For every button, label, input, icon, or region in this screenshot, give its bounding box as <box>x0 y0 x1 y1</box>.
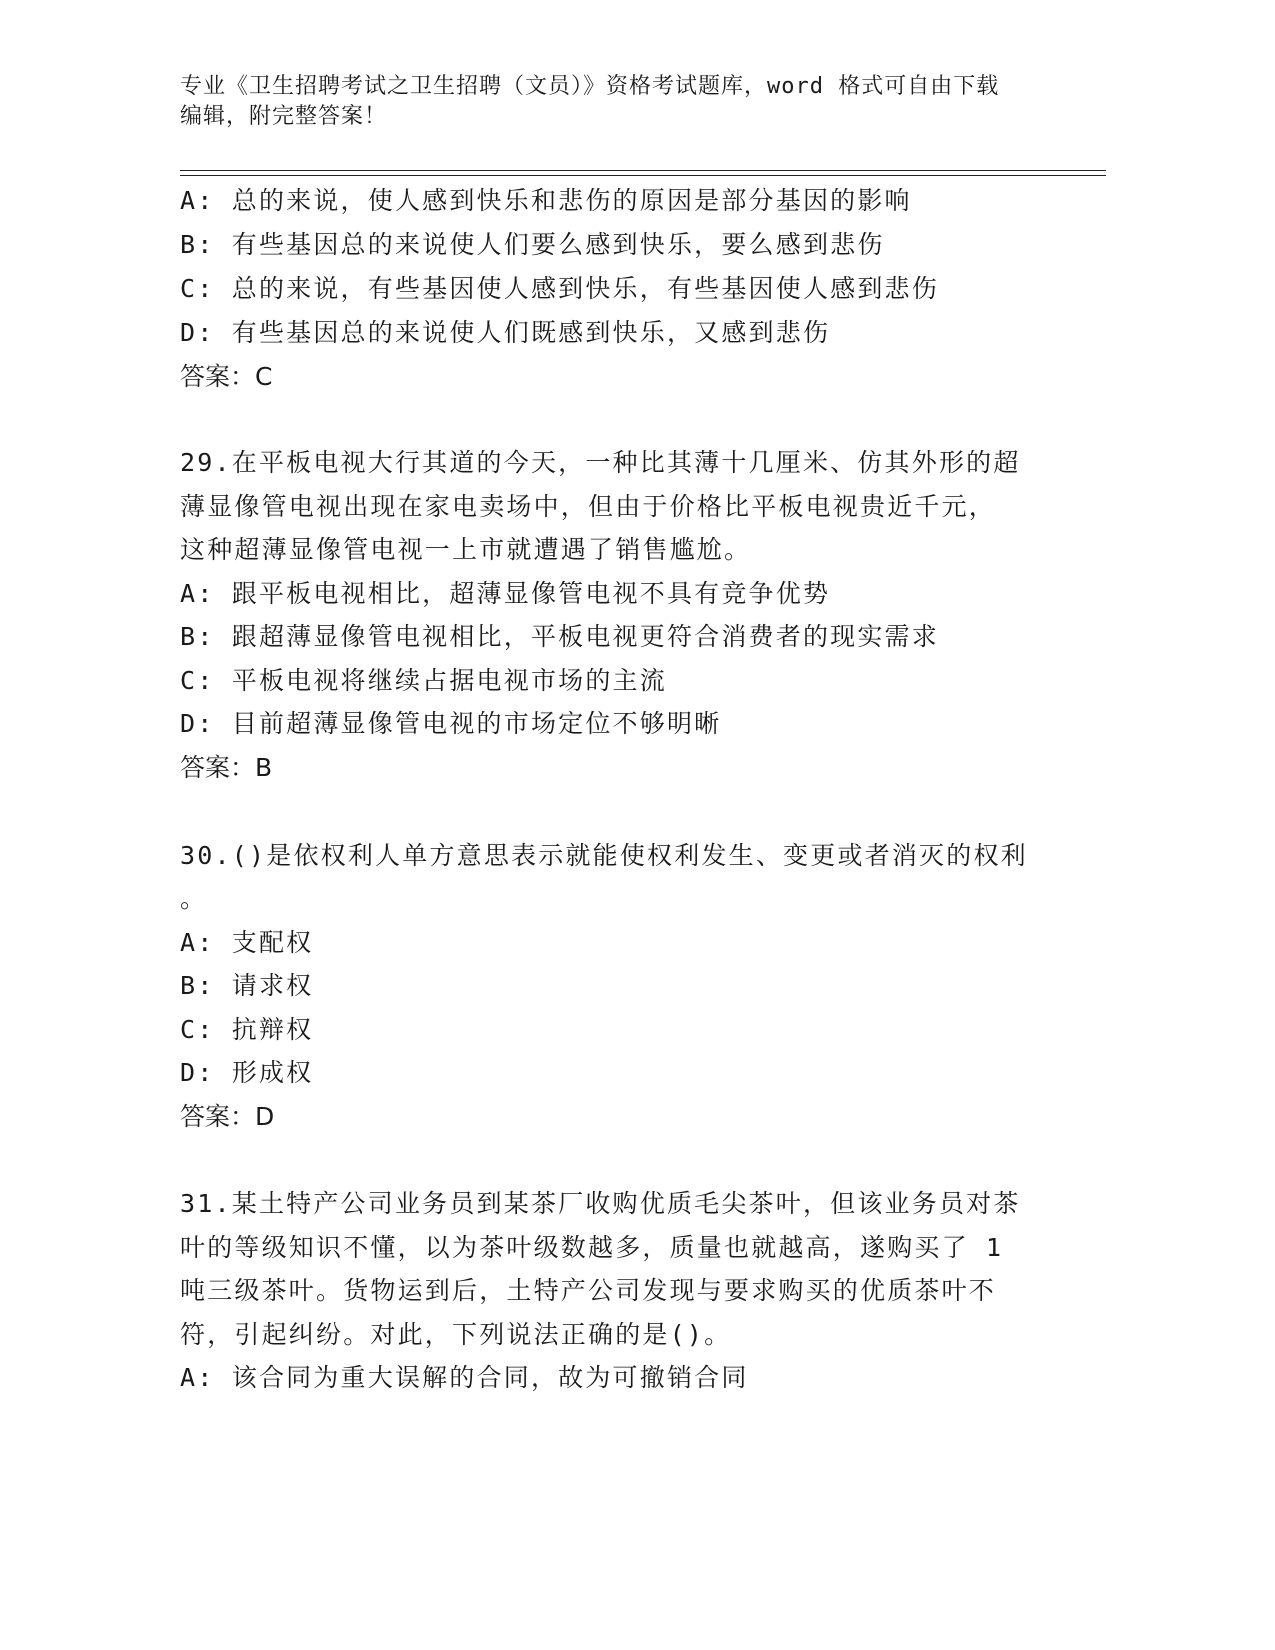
question-stem-line: 这种超薄显像管电视一上市就遭遇了销售尴尬。 <box>180 535 752 564</box>
header-rule-top <box>180 170 1106 171</box>
answer: 答案：B <box>180 753 273 782</box>
option-a: A: 该合同为重大误解的合同，故为可撤销合同 <box>180 1363 749 1392</box>
option-a: A: 支配权 <box>180 928 314 957</box>
option-c: C: 总的来说，有些基因使人感到快乐，有些基因使人感到悲伤 <box>180 274 939 303</box>
question-stem-line: 叶的等级知识不懂，以为茶叶级数越多，质量也就越高，遂购买了 1 <box>180 1233 1004 1262</box>
option-d: D: 形成权 <box>180 1058 314 1087</box>
question-stem-line: 30.()是依权利人单方意思表示就能使权利发生、变更或者消灭的权利 <box>180 841 1028 870</box>
option-b: B: 请求权 <box>180 971 314 1000</box>
header-line-1: 专业《卫生招聘考试之卫生招聘（文员）》资格考试题库，word 格式可自由下载 <box>180 74 1000 99</box>
question-stem-line: 31.某土特产公司业务员到某茶厂收购优质毛尖茶叶，但该业务员对茶 <box>180 1189 1021 1218</box>
question-stem-line: 吨三级茶叶。货物运到后，土特产公司发现与要求购买的优质茶叶不 <box>180 1276 997 1305</box>
option-d: D: 有些基因总的来说使人们既感到快乐，又感到悲伤 <box>180 318 831 347</box>
option-a: A: 总的来说，使人感到快乐和悲伤的原因是部分基因的影响 <box>180 186 912 215</box>
question-stem-line: 符，引起纠纷。对此，下列说法正确的是()。 <box>180 1320 732 1349</box>
header-rule-bottom <box>180 175 1106 176</box>
header-line-2: 编辑，附完整答案！ <box>180 104 388 129</box>
option-b: B: 跟超薄显像管电视相比，平板电视更符合消费者的现实需求 <box>180 622 939 651</box>
option-d: D: 目前超薄显像管电视的市场定位不够明晰 <box>180 709 722 738</box>
document-header <box>180 72 1060 132</box>
question-stem-line: 29.在平板电视大行其道的今天，一种比其薄十几厘米、仿其外形的超 <box>180 448 1021 477</box>
answer: 答案：C <box>180 362 273 391</box>
option-c: C: 抗辩权 <box>180 1015 314 1044</box>
question-stem-line: 。 <box>180 884 208 913</box>
question-stem-line: 薄显像管电视出现在家电卖场中，但由于价格比平板电视贵近千元， <box>180 492 997 521</box>
option-a: A: 跟平板电视相比，超薄显像管电视不具有竞争优势 <box>180 579 831 608</box>
option-b: B: 有些基因总的来说使人们要么感到快乐，要么感到悲伤 <box>180 230 885 259</box>
option-c: C: 平板电视将继续占据电视市场的主流 <box>180 666 667 695</box>
answer: 答案：D <box>180 1102 275 1131</box>
